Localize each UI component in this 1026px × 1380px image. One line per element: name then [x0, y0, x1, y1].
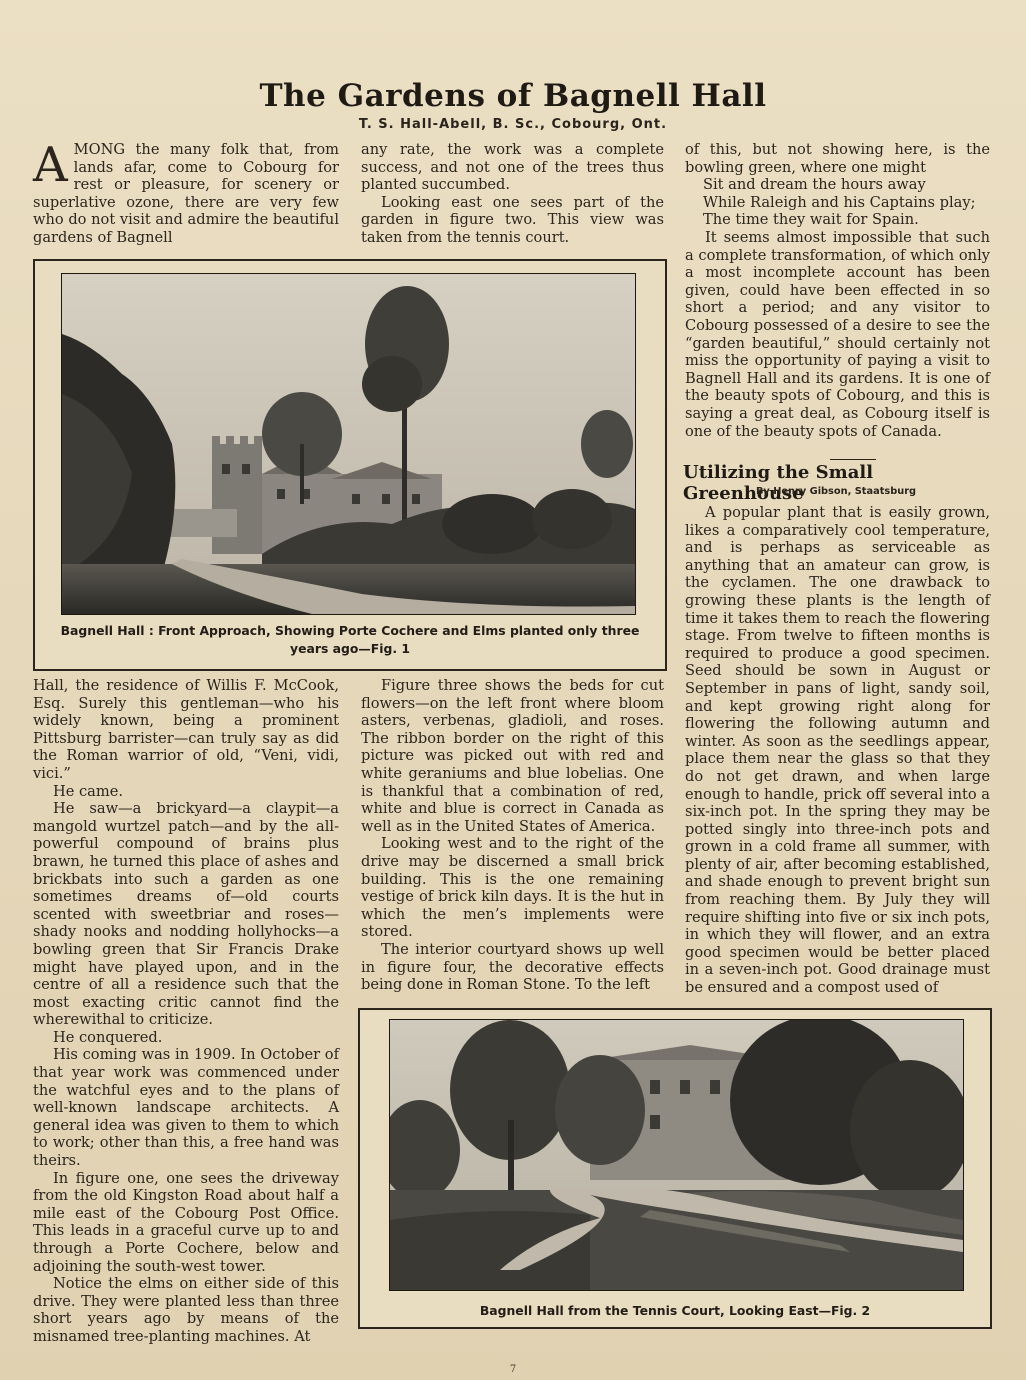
- figure-2-frame: [358, 1008, 992, 1329]
- figure-1-caption-line-2: years ago—Fig. 1: [290, 641, 410, 656]
- paragraph: Figure three shows the beds for cut flowers—on the left front where bloom asters, verbenas, gladioli, and roses. The ribbon border on the right of this picture was picked out with red and white geraniums and blue lobelias. One is thankful that a combination of red, white and blue is correct in Canada as well as in the United States of America.: [361, 677, 664, 835]
- sidebar-article-body: [685, 504, 990, 997]
- article-byline: T. S. Hall-Abell, B. Sc., Cobourg, Ont.: [358, 117, 668, 132]
- figure-2-caption: Bagnell Hall from the Tennis Court, Looking East—Fig. 2: [479, 1303, 871, 1318]
- sidebar-article-byline: By Henry Gibson, Staatsburg: [755, 486, 917, 497]
- paragraph: any rate, the work was a complete success, and not one of the trees thus planted succumbed.: [361, 141, 664, 194]
- paragraph: A popular plant that is easily grown, likes a comparatively cool temperature, and is perhaps as serviceable as anything that an amateur can grow, is the cyclamen. The one drawback to growing these plants is the length of time it takes them to reach the flowering stage. From twelve to fifteen months is required to produce a good specimen. Seed should be sown in August or September in pans of light, sandy soil, and kept growing right along for flowering the following autumn and winter. As soon as the seedlings appear, place them near the glass so that they do not get drawn, and when large enough to handle, prick off several into a six-inch pot. In the spring they may be potted singly into three-inch pots and grown in a cold frame all summer, with plenty of air, after becoming established, and shade enough to prevent bright sun from reaching them. By July they will require shifting into five or six inch pots, in which they will flower, and an extra good specimen would be better placed in a seven-inch pot. Good drainage must be ensured and a compost used of: [685, 504, 990, 997]
- bagnell-hall-front-approach-image: [62, 274, 635, 614]
- figure-1-photo: [61, 273, 636, 615]
- paragraph: He saw—a brickyard—a claypit—a mangold wurtzel patch—and by the all-powerful compound of brains plus brawn, he turned this place of ashes and brickbats into such a garden as one sometimes dreams of—old courts scented with sweetbriar and roses—shady nooks and nodding hollyhocks—a bowling green that Sir Francis Drake might have played upon, and in the centre of all a residence such that the most exacting critic cannot find the wherewithal to criticize.: [33, 800, 339, 1029]
- column-3-top: [685, 141, 990, 440]
- sidebar-article-title: Utilizing the Small Greenhouse: [683, 462, 874, 504]
- drop-cap: A: [33, 137, 68, 193]
- bagnell-hall-tennis-court-image: [390, 1020, 963, 1290]
- paragraph: of this, but not showing here, is the bowling green, where one might: [685, 141, 990, 176]
- paragraph: Hall, the residence of Willis F. McCook, Esq. Surely this gentleman—who his widely known, being a prominent Pittsburg barrister—can truly say as did the Roman warrior of old, “Veni, vidi, vici.”: [33, 677, 339, 782]
- section-divider: [830, 459, 876, 460]
- article-title: The Gardens of Bagnell Hall: [259, 78, 767, 114]
- paragraph: It seems almost impossible that such a complete transformation, of which only a most incomplete account has been given, could have been effected in so short a period; and any visitor to Cobourg possessed of a desire to see the “garden beautiful,” should certainly not miss the opportunity of paying a visit to Bagnell Hall and its gardens. It is one of the beauty spots of Cobourg, and this is saying a great deal, as Cobourg itself is one of the beauty spots of Canada.: [685, 228, 990, 440]
- paragraph: He came.: [53, 782, 123, 800]
- paragraph: In figure one, one sees the driveway from the old Kingston Road about half a mile east of the Cobourg Post Office. This leads in a graceful curve up to and through a Porte Cochere, below and adjoining the south-west tower.: [33, 1169, 339, 1275]
- paragraph: Looking east one sees part of the garden in figure two. This view was taken from the tennis court.: [361, 193, 664, 246]
- figure-1-caption-line-1: Bagnell Hall : Front Approach, Showing Porte Cochere and Elms planted only three: [60, 623, 640, 638]
- verse-line: The time they wait for Spain.: [703, 211, 919, 229]
- paragraph: Looking west and to the right of the drive may be discerned a small brick building. This is the one remaining vestige of brick kiln days. It is the hut in which the men’s implements were stored.: [361, 835, 664, 941]
- column-1-top: [33, 137, 339, 247]
- verse-line: While Raleigh and his Captains play;: [703, 193, 976, 211]
- column-1-bottom: [33, 677, 339, 1346]
- verse-line: Sit and dream the hours away: [703, 176, 926, 194]
- column-2-bottom: [361, 677, 664, 994]
- figure-2-photo: [389, 1019, 964, 1291]
- paragraph: Notice the elms on either side of this drive. They were planted less than three short years ago by means of the misnamed tree-planting machines. At: [33, 1275, 339, 1345]
- page-number: 7: [509, 1364, 517, 1375]
- paragraph: The interior courtyard shows up well in figure four, the decorative effects being done in Roman Stone. To the left: [361, 940, 664, 994]
- figure-1-frame: [33, 259, 667, 671]
- paragraph: His coming was in 1909. In October of that year work was commenced under the watchful eyes and to the plans of well-known landscape architects. A general idea was given to them to which to work; other than this, a free hand was theirs.: [33, 1046, 339, 1170]
- column-2-top: [361, 141, 664, 247]
- paragraph: AMONG the many folk that, from lands afar, come to Cobourg for rest or pleasure, for scenery or superlative ozone, there are very few who do not visit and admire the beautiful gardens of Bagnell: [33, 137, 339, 246]
- paragraph: He conquered.: [53, 1028, 163, 1046]
- figure-1-caption: [35, 622, 665, 658]
